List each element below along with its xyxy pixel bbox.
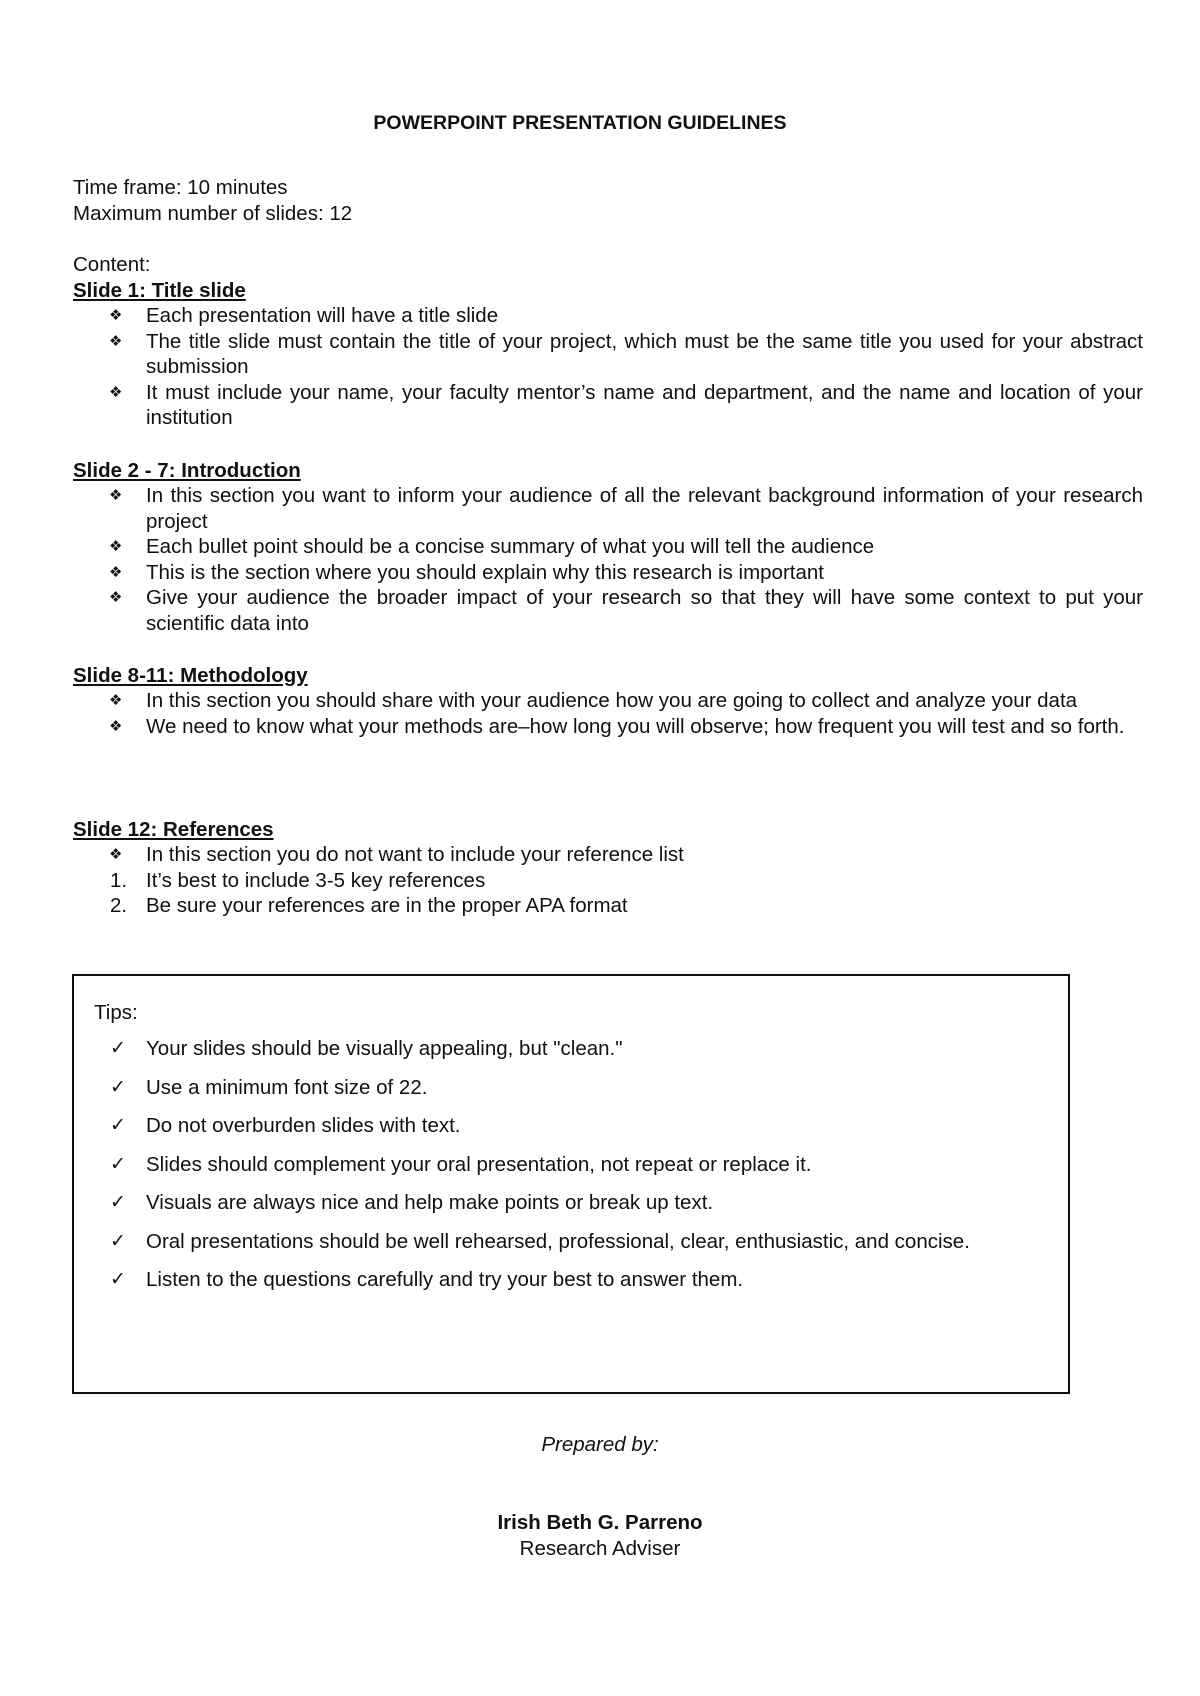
max-slides: Maximum number of slides: 12 [73,202,353,225]
list-item [73,303,1143,329]
section-references [73,817,1143,919]
list-item [73,842,1143,868]
checkmark-icon: ✓ [110,1152,126,1175]
numbered-item [73,893,1143,919]
list-item [73,329,1143,380]
list-item-text: The title slide must contain the title of your project, which must be the same title you used for your abstract submission [146,329,1143,378]
diamond-star-bullet-icon: ❖ [109,691,123,709]
tips-list [74,1036,1068,1306]
list-item-text: We need to know what your methods are–how long you will observe; how frequent you will test and so forth. [146,714,1125,738]
list-item-text: Each presentation will have a title slide [146,304,499,327]
tip-text: Visuals are always nice and help make points or break up text. [146,1191,714,1214]
tip-item [74,1075,1068,1114]
section-title-slide [73,278,1143,431]
section-introduction [73,458,1143,636]
checkmark-icon: ✓ [110,1229,126,1252]
tip-item [74,1036,1068,1075]
checkmark-icon: ✓ [110,1037,126,1059]
checkmark-icon: ✓ [110,1268,126,1290]
diamond-star-bullet-icon: ❖ [109,845,123,863]
item-number: 1. [110,868,128,892]
list-item [73,714,1143,740]
tip-item [74,1190,1068,1229]
numbered-item [73,868,1143,894]
tip-text: Do not overburden slides with text. [146,1114,461,1137]
tip-item [74,1267,1068,1306]
list-item-text: This is the section where you should explain why this research is important [146,560,824,584]
bullet-list [73,303,1143,431]
tip-text: Oral presentations should be well rehearsed, professional, clear, enthusiastic, and concise. [146,1229,970,1253]
diamond-star-bullet-icon: ❖ [109,331,123,350]
section-heading: Slide 2 - 7: Introduction [73,459,301,482]
tip-item [74,1152,1068,1191]
list-item [73,534,1143,560]
list-item-text: It’s best to include 3-5 key references [146,868,486,892]
tip-item [74,1113,1068,1152]
list-item-text: Give your audience the broader impact of your research so that they will have some context to put your scientific data into [146,586,1143,635]
tip-text: Slides should complement your oral presentation, not repeat or replace it. [146,1152,812,1176]
list-item-text: Each bullet point should be a concise summary of what you will tell the audience [146,535,875,558]
checkmark-icon: ✓ [110,1114,126,1136]
tips-label: Tips: [94,1001,138,1024]
checkmark-icon: ✓ [110,1075,126,1098]
diamond-star-bullet-icon: ❖ [109,306,123,324]
section-heading: Slide 8-11: Methodology [73,664,308,687]
presentation-meta [73,175,352,227]
section-heading: Slide 1: Title slide [73,279,246,302]
list-item-text: In this section you should share with your audience how you are going to collect and analyze your data [146,689,1078,712]
list-item-text: Be sure your references are in the proper APA format [146,894,628,917]
diamond-star-bullet-icon: ❖ [109,486,123,504]
section-heading: Slide 12: References [73,818,274,841]
list-item [73,560,1143,586]
document-title: POWERPOINT PRESENTATION GUIDELINES [373,112,787,134]
diamond-star-bullet-icon: ❖ [109,588,123,606]
tip-text: Listen to the questions carefully and try your best to answer them. [146,1268,744,1291]
diamond-star-bullet-icon: ❖ [109,382,123,401]
tip-text: Your slides should be visually appealing, but "clean." [146,1037,623,1060]
diamond-star-bullet-icon: ❖ [109,537,123,555]
signatory-name: Irish Beth G. Parreno [497,1511,703,1534]
list-item-text: In this section you want to inform your audience of all the relevant background information of your research project [146,484,1143,533]
list-item [73,483,1143,534]
list-item [73,380,1143,431]
signatory-role: Research Adviser [519,1537,681,1560]
diamond-star-bullet-icon: ❖ [109,716,123,735]
content-label: Content: [73,253,151,276]
list-item-text: In this section you do not want to include your reference list [146,843,684,866]
section-methodology [73,663,1143,739]
checkmark-icon: ✓ [110,1191,126,1213]
list-item-text: It must include your name, your faculty mentor’s name and department, and the name and location of your institution [146,380,1143,429]
item-number: 2. [110,894,128,917]
bullet-list [73,483,1143,636]
tips-box [72,974,1070,1394]
list-item [73,585,1143,636]
prepared-by-label: Prepared by: [541,1433,659,1456]
tip-item [74,1229,1068,1268]
list-item [73,688,1143,714]
bullet-list [73,688,1143,739]
tip-text: Use a minimum font size of 22. [146,1075,428,1099]
time-frame: Time frame: 10 minutes [73,176,288,199]
diamond-star-bullet-icon: ❖ [109,562,123,581]
bullet-list [73,842,1143,919]
